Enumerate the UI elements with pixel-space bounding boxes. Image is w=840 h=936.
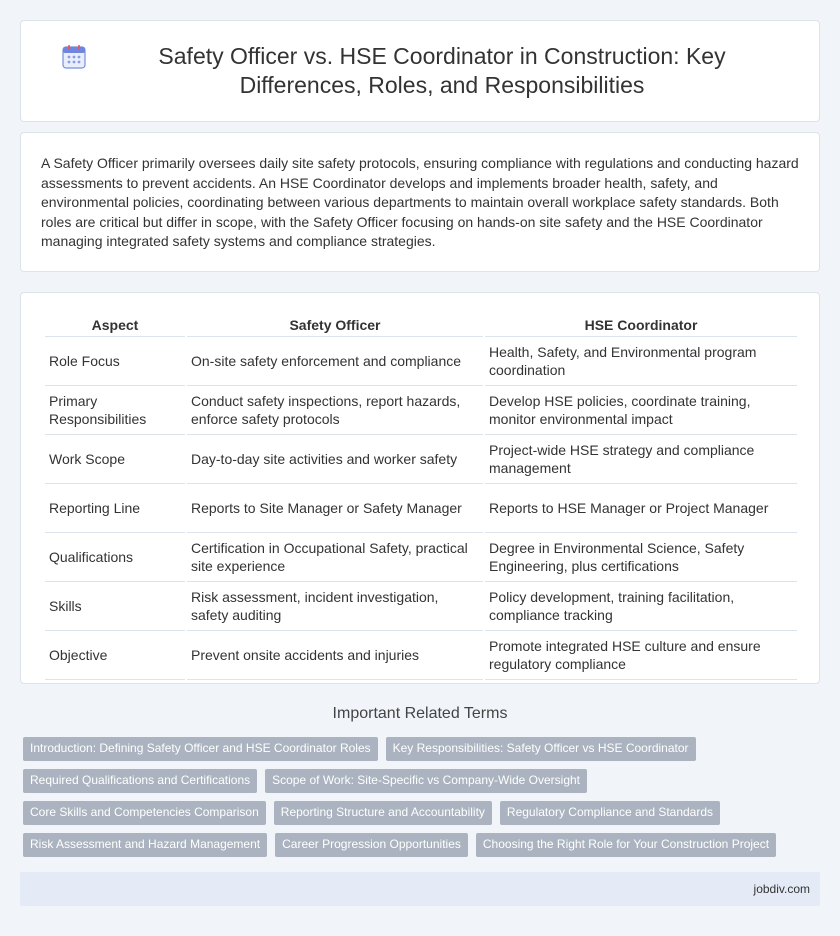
- cell-safety-officer: Reports to Site Manager or Safety Manager: [187, 484, 483, 533]
- cell-safety-officer: Prevent onsite accidents and injuries: [187, 631, 483, 680]
- table-row: [45, 631, 797, 680]
- related-term-tag[interactable]: Core Skills and Competencies Comparison: [23, 801, 266, 825]
- related-term-tag[interactable]: Choosing the Right Role for Your Construction Project: [476, 833, 776, 857]
- cell-hse-coordinator: Degree in Environmental Science, Safety Engineering, plus certifications: [485, 533, 797, 582]
- cell-safety-officer: Conduct safety inspections, report hazards, enforce safety protocols: [187, 386, 483, 435]
- intro-card: [20, 132, 820, 272]
- cell-safety-officer: Risk assessment, incident investigation, safety auditing: [187, 582, 483, 631]
- calendar-icon: [61, 44, 87, 70]
- cell-aspect: Qualifications: [45, 533, 185, 582]
- cell-hse-coordinator: Promote integrated HSE culture and ensure regulatory compliance: [485, 631, 797, 680]
- related-term-tag[interactable]: Regulatory Compliance and Standards: [500, 801, 720, 825]
- cell-hse-coordinator: Health, Safety, and Environmental program coordination: [485, 337, 797, 386]
- cell-hse-coordinator: Develop HSE policies, coordinate training, monitor environmental impact: [485, 386, 797, 435]
- table-row: [45, 582, 797, 631]
- cell-hse-coordinator: Policy development, training facilitation, compliance tracking: [485, 582, 797, 631]
- related-term-tag[interactable]: Risk Assessment and Hazard Management: [23, 833, 267, 857]
- header-hse-coordinator: HSE Coordinator: [485, 315, 797, 337]
- intro-paragraph: A Safety Officer primarily oversees daily site safety protocols, ensuring compliance with regulations and conducting hazard assessments to prevent accidents. An HSE Coordinator develops and implements broader health, safety, and environmental policies, coordinating between various departments to maintain overall workplace safety standards. Both roles are critical but differ in scope, with the Safety Officer focusing on hands-on site safety and the HSE Coordinator managing integrated safety systems and compliance strategies.: [41, 155, 799, 249]
- footer: [20, 872, 820, 906]
- header-safety-officer: Safety Officer: [187, 315, 483, 337]
- comparison-table: [43, 315, 799, 680]
- cell-safety-officer: Certification in Occupational Safety, practical site experience: [187, 533, 483, 582]
- related-term-tag[interactable]: Scope of Work: Site-Specific vs Company-Wide Oversight: [265, 769, 587, 793]
- table-row: [45, 484, 797, 533]
- related-term-tag[interactable]: Key Responsibilities: Safety Officer vs HSE Coordinator: [386, 737, 696, 761]
- related-terms-tags: [23, 737, 813, 865]
- cell-aspect: Role Focus: [45, 337, 185, 386]
- cell-hse-coordinator: Reports to HSE Manager or Project Manager: [485, 484, 797, 533]
- header-card: [20, 20, 820, 122]
- cell-hse-coordinator: Project-wide HSE strategy and compliance management: [485, 435, 797, 484]
- footer-site-link[interactable]: jobdiv.com: [753, 882, 810, 896]
- related-term-tag[interactable]: Career Progression Opportunities: [275, 833, 468, 857]
- page-title: Safety Officer vs. HSE Coordinator in Construction: Key Differences, Roles, and Responsibilities: [158, 43, 726, 98]
- related-terms-heading: Important Related Terms: [332, 705, 508, 722]
- table-row: [45, 386, 797, 435]
- table-row: [45, 435, 797, 484]
- table-row: [45, 533, 797, 582]
- comparison-table-card: [20, 292, 820, 684]
- table-row: [45, 337, 797, 386]
- cell-safety-officer: On-site safety enforcement and compliance: [187, 337, 483, 386]
- title-wrap: [21, 21, 819, 121]
- header-aspect: Aspect: [45, 315, 185, 337]
- cell-aspect: Skills: [45, 582, 185, 631]
- cell-aspect: Work Scope: [45, 435, 185, 484]
- cell-aspect: Reporting Line: [45, 484, 185, 533]
- table-header-row: [45, 315, 797, 337]
- related-term-tag[interactable]: Introduction: Defining Safety Officer and HSE Coordinator Roles: [23, 737, 378, 761]
- related-term-tag[interactable]: Required Qualifications and Certifications: [23, 769, 257, 793]
- related-term-tag[interactable]: Reporting Structure and Accountability: [274, 801, 492, 825]
- cell-safety-officer: Day-to-day site activities and worker safety: [187, 435, 483, 484]
- cell-aspect: Objective: [45, 631, 185, 680]
- cell-aspect: Primary Responsibilities: [45, 386, 185, 435]
